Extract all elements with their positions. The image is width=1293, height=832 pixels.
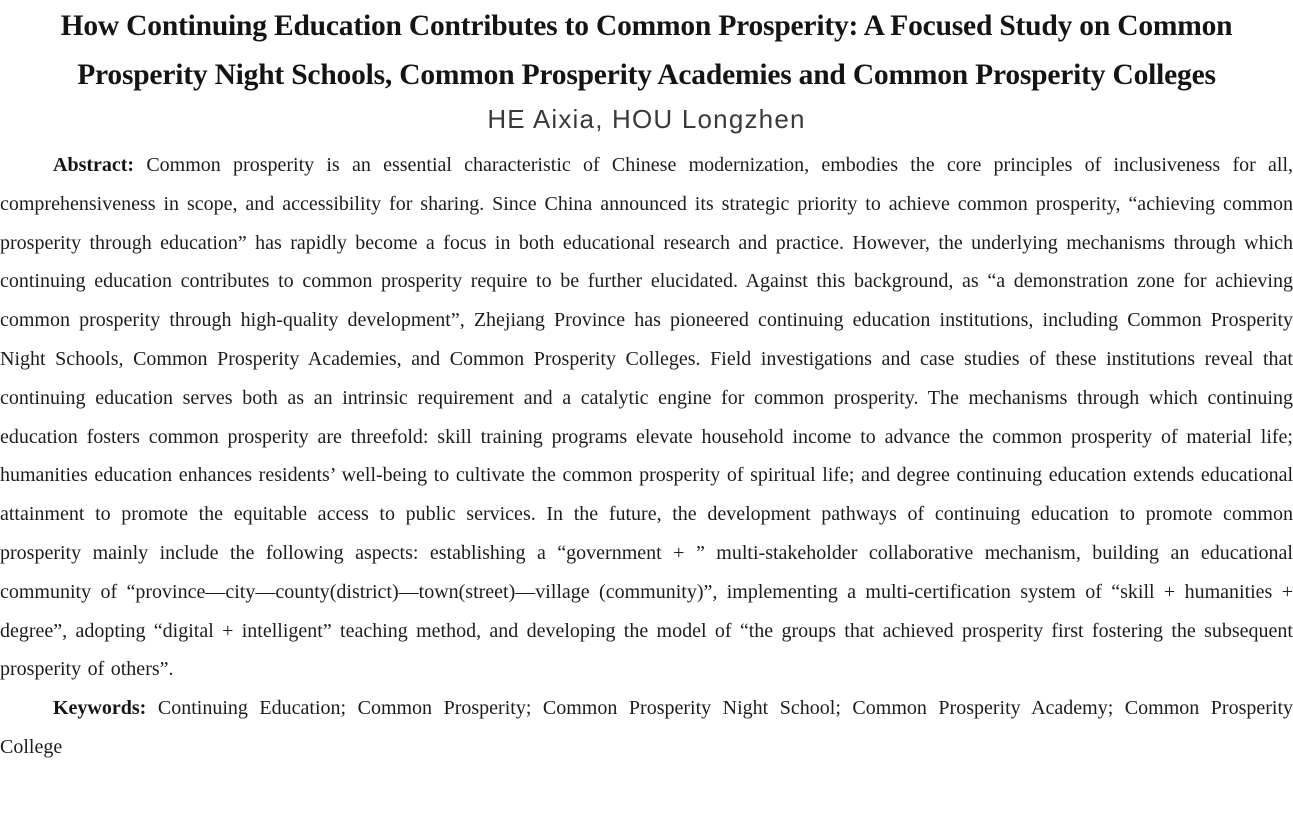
abstract-label: Abstract: bbox=[53, 154, 135, 176]
keywords-text: Continuing Education; Common Prosperity; Common Prosperity Night School; Common Prosperity Academy; Common Prosperity College bbox=[0, 697, 1293, 758]
abstract-paragraph bbox=[0, 146, 1293, 689]
abstract-text: Common prosperity is an essential characteristic of Chinese modernization, embodies the core principles of inclusiveness for all, comprehensiveness in scope, and accessibility for sharing. Since China announced its strategic priority to achieve common prosperity, “achieving common prosperity through education” has rapidly become a focus in both educational research and practice. However, the underlying mechanisms through which continuing education contributes to common prosperity require to be further elucidated. Against this background, as “a demonstration zone for achieving common prosperity through high-quality development”, Zhejiang Province has pioneered continuing education institutions, including Common Prosperity Night Schools, Common Prosperity Academies, and Common Prosperity Colleges. Field investigations and case studies of these institutions reveal that continuing education serves both as an intrinsic requirement and a catalytic engine for common prosperity. The mechanisms through which continuing education fosters common prosperity are threefold: skill training programs elevate household income to advance the common prosperity of material life; humanities education enhances residents’ well-being to cultivate the common prosperity of spiritual life; and degree continuing education extends educational attainment to promote the equitable access to public services. In the future, the development pathways of continuing education to promote common prosperity mainly include the following aspects: establishing a “government + ” multi-stakeholder collaborative mechanism, building an educational community of “province—city—county(district)—town(street)—village (community)”, implementing a multi-certification system of “skill + humanities + degree”, adopting “digital + intelligent” teaching method, and developing the model of “the groups that achieved prosperity first fostering the subsequent prosperity of others”. bbox=[0, 154, 1293, 681]
paper-title-line-2: Prosperity Night Schools, Common Prosperity Academies and Common Prosperity Colleges bbox=[77, 58, 1216, 91]
keywords-paragraph bbox=[0, 689, 1293, 767]
keywords-label: Keywords: bbox=[53, 697, 147, 720]
paper-title bbox=[0, 2, 1293, 99]
authors-line: HE Aixia, HOU Longzhen bbox=[487, 104, 806, 134]
paper-title-line-1: How Continuing Education Contributes to Common Prosperity: A Focused Study on Common bbox=[60, 10, 1233, 42]
